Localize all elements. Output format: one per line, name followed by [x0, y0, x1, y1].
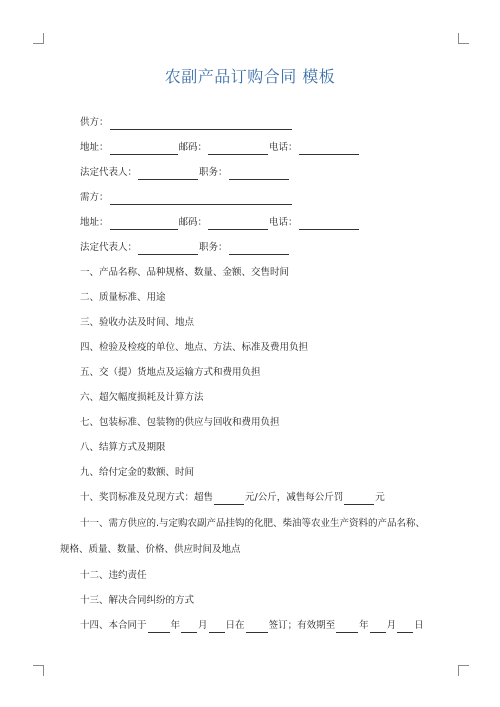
- position-blank[interactable]: [229, 244, 289, 255]
- supplier-label: 供方：: [80, 117, 109, 128]
- month-label-2: 月: [386, 620, 397, 631]
- supplier-line: [80, 116, 293, 130]
- legal-rep-label: 法定代表人：: [80, 242, 138, 253]
- sign-day-blank[interactable]: [209, 622, 225, 633]
- signed-label: 签订；有效期至: [268, 620, 336, 631]
- buyer-line: [80, 191, 293, 205]
- day-at-label: 日在: [225, 620, 245, 631]
- postcode-label: 邮码：: [178, 217, 208, 228]
- clause-12: 十二、违约责任: [80, 570, 147, 581]
- clause-11-line-1: 十一、需方供应的.与定购农副产品挂钩的化肥、柴油等农业生产资料的产品名称、: [80, 518, 426, 529]
- address-blank[interactable]: [110, 144, 178, 155]
- clause-4: 四、检验及检疫的单位、地点、方法、标准及费用负担: [80, 342, 309, 353]
- buyer-legal-rep-line: [80, 241, 290, 255]
- position-label: 职务：: [199, 167, 228, 178]
- clause-14-prefix: 十四、本合同于: [80, 620, 147, 631]
- year-label: 年: [170, 620, 181, 631]
- address-label: 地址：: [80, 142, 109, 153]
- phone-label: 电话：: [269, 217, 298, 228]
- day-label-2: 日: [414, 620, 424, 631]
- postcode-blank[interactable]: [208, 219, 268, 230]
- year-label-2: 年: [359, 620, 369, 631]
- clause-10-mid: 元/公斤，减售每公斤罚: [245, 492, 344, 503]
- page-corner-mark-bottom-right: [458, 665, 469, 676]
- clause-6: 六、超欠幅度损耗及计算方法: [80, 392, 204, 403]
- undersell-penalty-blank[interactable]: [344, 494, 374, 505]
- postcode-label: 邮码：: [178, 142, 208, 153]
- address-blank[interactable]: [110, 219, 178, 230]
- postcode-blank[interactable]: [208, 144, 268, 155]
- clause-10: [80, 491, 385, 505]
- legal-rep-label: 法定代表人：: [80, 167, 138, 178]
- buyer-address-line: [80, 216, 360, 230]
- clause-7: 七、包装标准、包装物的供应与回收和费用负担: [80, 417, 280, 428]
- expiry-month-blank[interactable]: [370, 622, 386, 633]
- phone-blank[interactable]: [299, 144, 359, 155]
- sign-place-blank[interactable]: [246, 622, 268, 633]
- page-corner-mark-top-left: [33, 33, 44, 44]
- legal-rep-blank[interactable]: [138, 169, 198, 180]
- clause-2: 二、质量标准、用途: [80, 292, 166, 303]
- expiry-year-blank[interactable]: [336, 622, 358, 633]
- supplier-blank[interactable]: [110, 119, 292, 130]
- address-label: 地址：: [80, 217, 109, 228]
- position-blank[interactable]: [229, 169, 289, 180]
- clause-8: 八、结算方式及期限: [80, 442, 166, 453]
- clause-11-line-2: 规格、质量、数量、价格、供应时间及地点: [60, 544, 241, 555]
- oversell-reward-blank[interactable]: [214, 494, 244, 505]
- document-title: 农副产品订购合同 模板: [164, 67, 336, 86]
- clause-14: [80, 619, 424, 633]
- clause-9: 九、给付定金的数额、时间: [80, 467, 195, 478]
- buyer-blank[interactable]: [110, 194, 292, 205]
- expiry-day-blank[interactable]: [397, 622, 413, 633]
- clause-3: 三、验收办法及时间、地点: [80, 317, 195, 328]
- sign-year-blank[interactable]: [148, 622, 170, 633]
- supplier-address-line: [80, 141, 360, 155]
- page-corner-mark-top-right: [458, 33, 469, 44]
- phone-label: 电话：: [269, 142, 298, 153]
- clause-5: 五、交（提）货地点及运输方式和费用负担: [80, 367, 261, 378]
- sign-month-blank[interactable]: [181, 622, 197, 633]
- clause-10-suffix: 元: [375, 492, 385, 503]
- legal-rep-blank[interactable]: [138, 244, 198, 255]
- supplier-legal-rep-line: [80, 166, 290, 180]
- clause-13: 十三、解决合同纠纷的方式: [80, 595, 195, 606]
- phone-blank[interactable]: [299, 219, 359, 230]
- buyer-label: 需方：: [80, 192, 109, 203]
- clause-10-prefix: 十、奖罚标准及兑现方式：超售: [80, 492, 214, 503]
- position-label: 职务：: [199, 242, 228, 253]
- clause-1: 一、产品名称、品种规格、数量、金额、交售时间: [80, 267, 290, 278]
- month-label: 月: [198, 620, 208, 631]
- page-corner-mark-bottom-left: [33, 665, 44, 676]
